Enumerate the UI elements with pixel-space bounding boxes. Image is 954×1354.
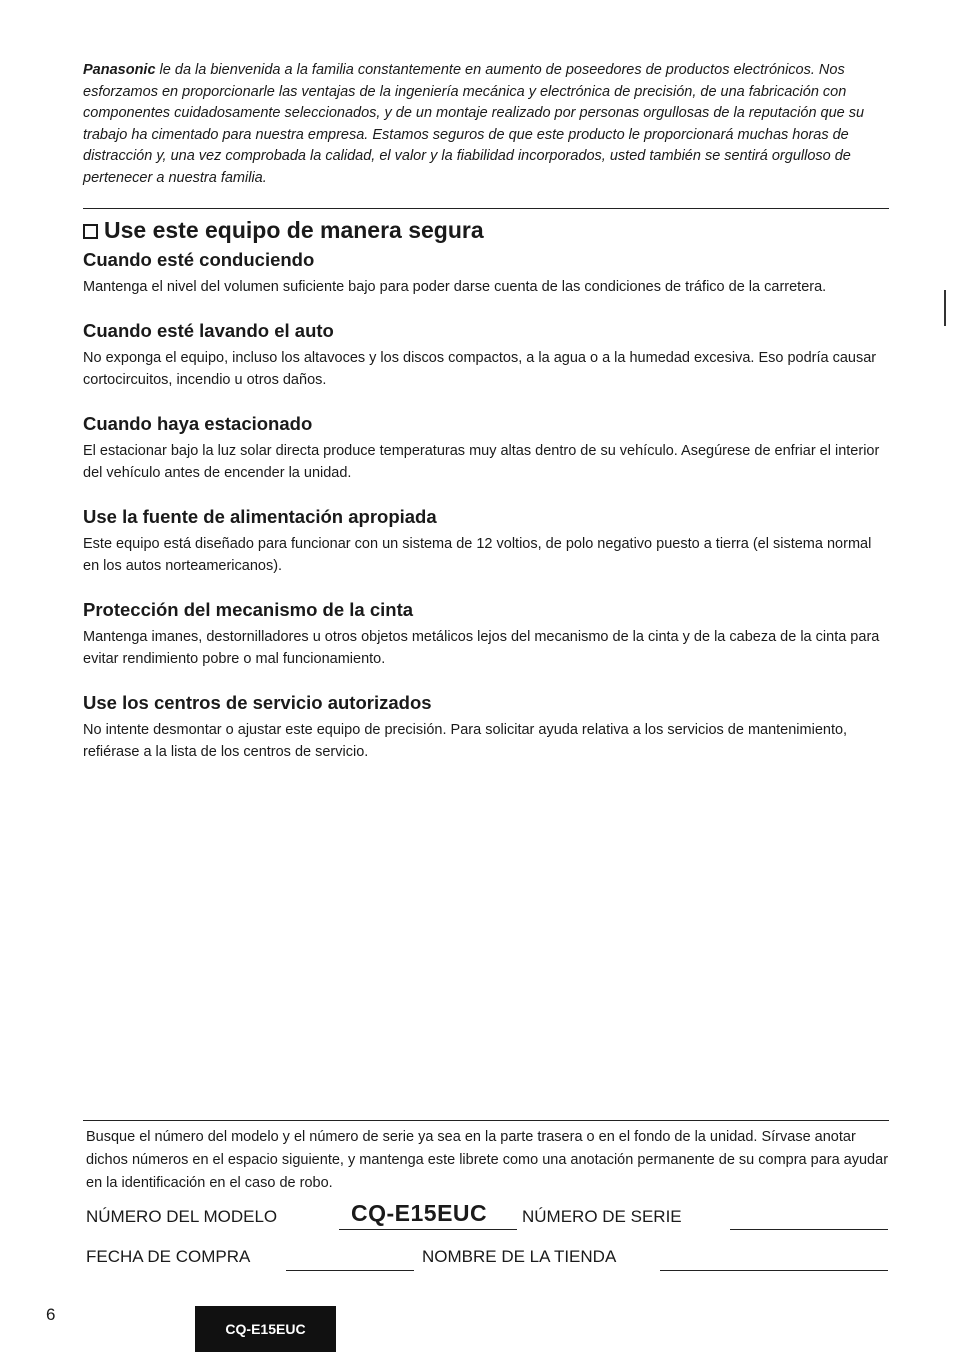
section-body: Mantenga el nivel del volumen suficiente bajo para poder darse cuenta de las condiciones de tráfico de la carretera.: [83, 279, 827, 295]
section-body: Este equipo está diseñado para funcionar con un sistema de 12 voltios, de polo negativo puesto a tierra (el sistema normal en los autos norteamericanos).: [83, 536, 872, 574]
safety-sections: [83, 248, 889, 784]
intro-text: le da la bienvenida a la familia constantemente en aumento de poseedores de productos electrónicos. Nos esforzamos en proporcionarle las ventajas de la ingeniería mecánica y electrónica de precisión, de una fabricación con componentes cuidadosamente seleccionados, y de un montaje realizado por personas orgullosas de la reputación que su trabajo ha cimentado para nuestra empresa. Estamos seguros de que este producto le proporcionará muchas horas de distracción y, una vez comprobada la calidad, el valor y la fiabilidad incorporados, usted también se sentirá orgulloso de pertenecer a nuestra familia.: [83, 62, 865, 186]
intro-paragraph: [83, 60, 889, 189]
margin-mark: [944, 290, 946, 326]
model-badge: CQ-E15EUC: [195, 1306, 336, 1352]
page-title-text: Use este equipo de manera segura: [104, 217, 484, 243]
section-tape-mechanism: [83, 598, 889, 670]
store-field-line: [660, 1270, 888, 1271]
section-body: No intente desmontar o ajustar este equipo de precisión. Para solicitar ayuda relativa a los servicios de mantenimiento, refiérase a la lista de los centros de servicio.: [83, 722, 848, 760]
date-field-line: [286, 1270, 414, 1271]
section-title: Use los centros de servicio autorizados: [83, 692, 432, 713]
section-title: Cuando haya estacionado: [83, 413, 313, 434]
top-divider: [83, 208, 889, 209]
section-body: No exponga el equipo, incluso los altavoces y los discos compactos, a la agua o a la humedad excesiva. Eso podría causar cortocircuitos, incendio u otros daños.: [83, 350, 877, 388]
section-title: Cuando esté conduciendo: [83, 249, 315, 270]
store-label: NOMBRE DE LA TIENDA: [422, 1247, 617, 1266]
footer-instructions: Busque el número del modelo y el número de serie ya sea en la parte trasera o en el fondo de la unidad. Sírvase anotar dichos números en el espacio siguiente, y mantenga este librete como una anotación permanente de su compra para ayudar en la identificación en el caso de robo.: [86, 1129, 889, 1191]
page-title: [83, 214, 484, 246]
date-label: FECHA DE COMPRA: [86, 1247, 251, 1266]
section-body: Mantenga imanes, destornilladores u otros objetos metálicos lejos del mecanismo de la cinta y de la cabeza de la cinta para evitar rendimiento pobre o mal funcionamiento.: [83, 629, 880, 667]
serial-field-line: [730, 1229, 888, 1230]
section-washing: [83, 319, 889, 391]
page-number: 6: [46, 1305, 56, 1324]
model-value: CQ-E15EUC: [351, 1200, 488, 1226]
model-label: NÚMERO DEL MODELO: [86, 1207, 278, 1226]
section-parked: [83, 412, 889, 484]
serial-label: NÚMERO DE SERIE: [522, 1207, 682, 1226]
section-body: El estacionar bajo la luz solar directa produce temperaturas muy altas dentro de su vehículo. Asegúrese de enfriar el interior del vehículo antes de encender la unidad.: [83, 443, 880, 481]
model-field-line: [339, 1229, 517, 1230]
section-title: Protección del mecanismo de la cinta: [83, 599, 414, 620]
section-service-centers: [83, 691, 889, 763]
section-driving: [83, 248, 889, 298]
section-title: Cuando esté lavando el auto: [83, 320, 334, 341]
checkbox-icon: [83, 224, 98, 239]
section-title: Use la fuente de alimentación apropiada: [83, 506, 437, 527]
section-power-source: [83, 505, 889, 577]
footer-divider: [83, 1120, 889, 1121]
brand-name: Panasonic: [83, 62, 156, 78]
